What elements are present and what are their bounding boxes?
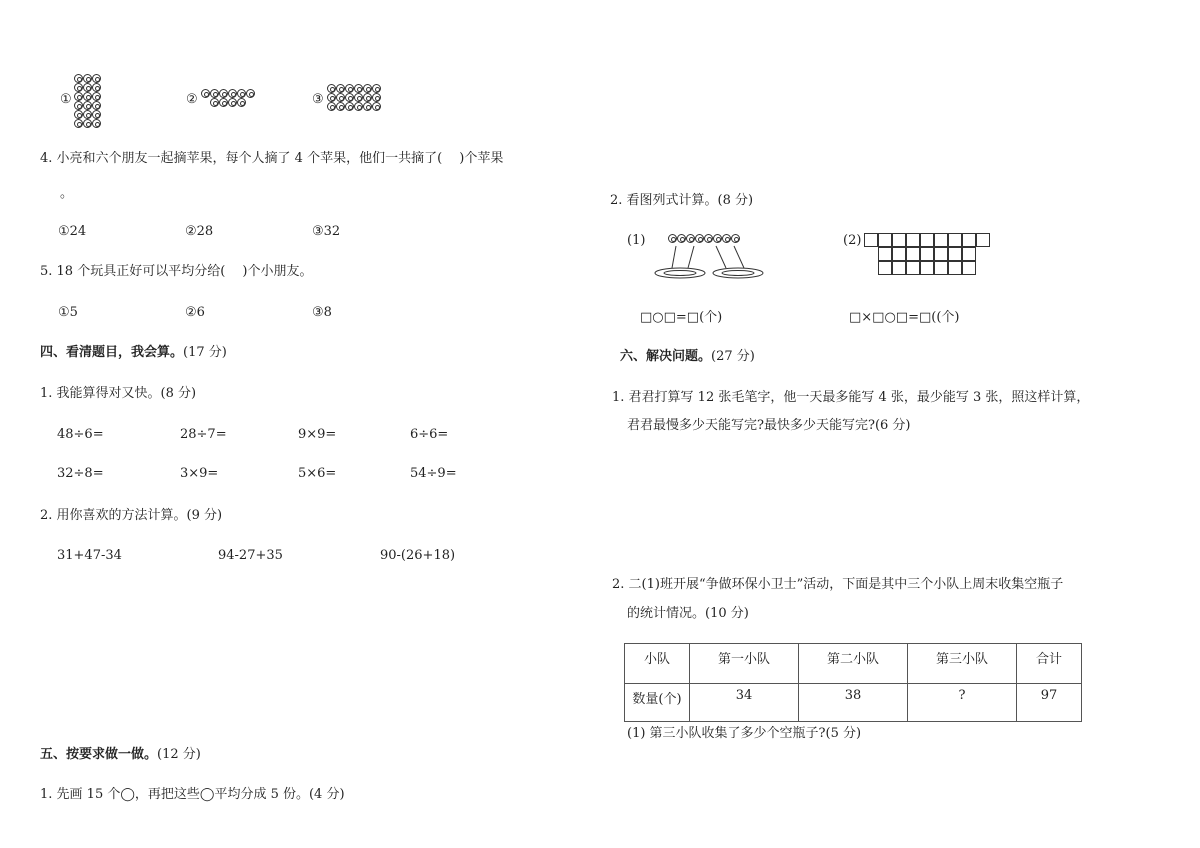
sec6-q1-line2: 君君最慢多少天能写完?最快多少天能写完?(6 分) [627,418,911,433]
q4-option-2: ②28 [185,224,214,239]
sec6-q2-line1: 2. 二(1)班开展“争做环保小卫士”活动，下面是其中三个小队上周末收集空瓶子 [612,577,1064,592]
q3-option-3-label: ③ [312,92,324,107]
q3-option-2-label: ② [186,92,198,107]
table-cell: 数量(个) [625,684,690,722]
q5-option-2: ②6 [185,305,205,320]
table-header-cell: 第三小队 [908,644,1017,684]
calc-item: 6÷6= [410,427,449,442]
section-4-heading [40,345,227,361]
sec6-q2-line2: 的统计情况。(10 分) [627,606,749,621]
q5-text: 5. 18 个玩具正好可以平均分给( )个小朋友。 [40,264,313,279]
sec4-q2-text: 2. 用你喜欢的方法计算。(9 分) [40,508,223,523]
table-header-cell: 第一小队 [690,644,799,684]
table-row [625,684,1082,722]
formula-1: □○□=□(个) [640,310,723,325]
calc-item: 28÷7= [180,427,227,442]
calc-item: 54÷9= [410,466,457,481]
picture-2-label: (2) [843,233,862,248]
section-5-title: 五、按要求做一做。 [40,747,158,762]
sec4-q1-text: 1. 我能算得对又快。(8 分) [40,386,197,401]
expression: 31+47-34 [57,548,122,563]
section-4-score: (17 分) [183,345,227,360]
sec6-q1-line1: 1. 君君打算写 12 张毛笔字，他一天最多能写 4 张，最少能写 3 张，照这样计算， [612,390,1090,405]
plate-2 [713,268,763,278]
apple-group-3 [327,84,387,111]
table-header-cell: 小队 [625,644,690,684]
section-5-heading [40,747,201,763]
q3-option-1-label: ① [60,92,72,107]
table-header-cell: 合计 [1017,644,1082,684]
q5-option-3: ③8 [312,305,332,320]
picture-1-label: (1) [627,233,646,248]
bottle-stats-table [624,643,1082,722]
formula-2: □×□○□=□((个) [849,310,960,325]
table-cell: 97 [1017,684,1082,722]
expression: 94-27+35 [218,548,283,563]
expression: 90-(26+18) [380,548,456,563]
section-6-heading [620,349,755,365]
section-4-title: 四、看清题目，我会算。 [40,345,184,360]
calc-item: 9×9= [298,427,337,442]
table-cell: 34 [690,684,799,722]
square-grid-figure [864,233,994,283]
section-6-score: (27 分) [711,349,755,364]
table-header-row [625,644,1082,684]
sec5-q1-text: 1. 先画 15 个◯，再把这些◯平均分成 5 份。(4 分) [40,787,345,802]
table-header-cell: 第二小队 [799,644,908,684]
calc-item: 5×6= [298,466,337,481]
q4-option-3: ③32 [312,224,341,239]
calc-item: 32÷8= [57,466,104,481]
plate-1 [655,268,705,278]
plates-svg [650,244,770,284]
table-cell: ? [908,684,1017,722]
section-5-score: (12 分) [157,747,201,762]
q4-text-cont: 。 [60,186,74,201]
table-cell: 38 [799,684,908,722]
calc-item: 48÷6= [57,427,104,442]
q5-option-1: ①5 [58,305,78,320]
q4-text: 4. 小亮和六个朋友一起摘苹果，每个人摘了 4 个苹果，他们一共摘了( )个苹果 [40,151,504,166]
apple-group-2 [201,89,261,107]
calc-item: 3×9= [180,466,219,481]
sec6-q2-sub1: (1) 第三小队收集了多少个空瓶子?(5 分) [627,726,862,741]
apple-group-1 [74,74,110,128]
q4-option-1: ①24 [58,224,87,239]
right-q2-text: 2. 看图列式计算。(8 分) [610,193,754,208]
apple-row [668,234,740,243]
section-6-title: 六、解决问题。 [620,349,712,364]
